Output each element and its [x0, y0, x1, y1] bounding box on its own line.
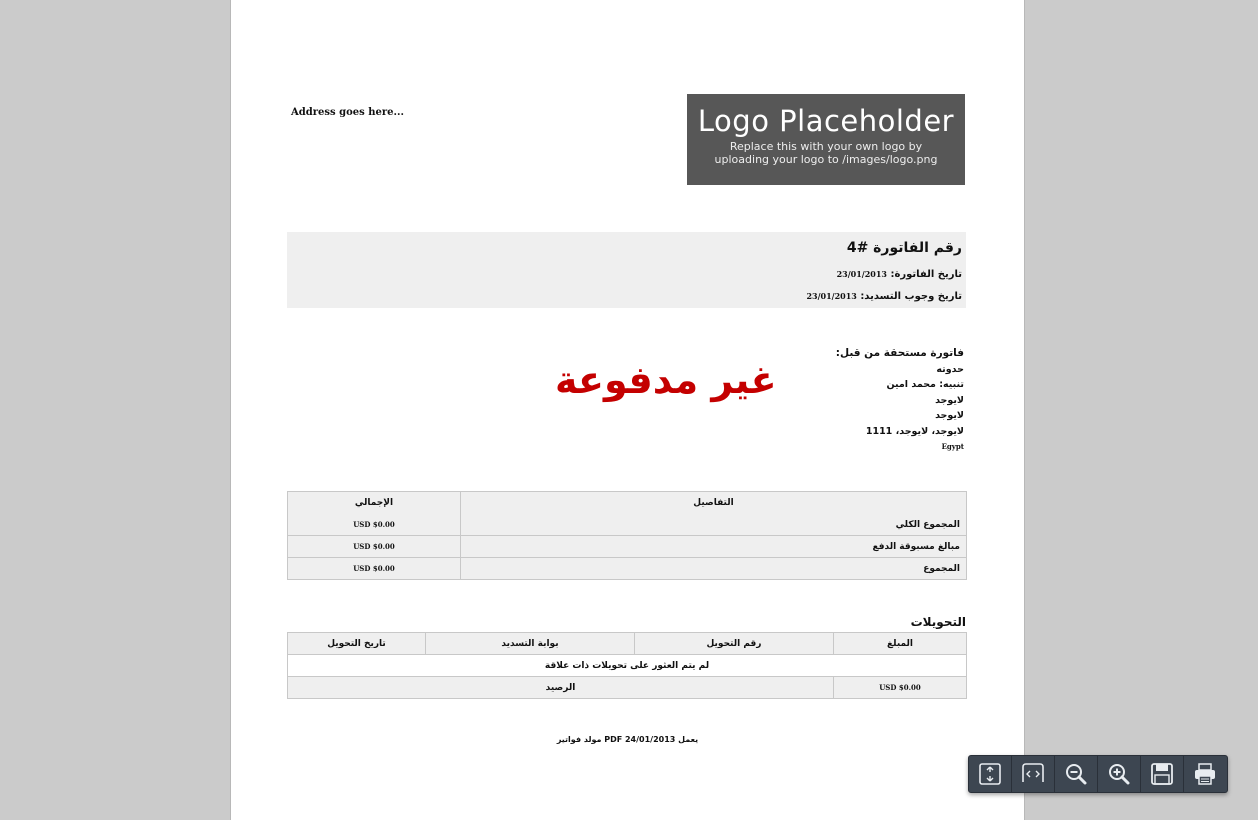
logo-subtitle-2: uploading your logo to /images/logo.png [714, 153, 938, 166]
invoice-number: رقم الفاتورة #4 [846, 240, 962, 256]
row-amount: $0.00 USD [288, 558, 461, 580]
table-row [288, 655, 967, 677]
save-icon [1149, 761, 1175, 787]
date-header: تاريخ التحويل [288, 633, 426, 655]
items-table [287, 491, 967, 580]
invoice-page [230, 0, 1025, 820]
gateway-header: بوابة التسديد [426, 633, 635, 655]
billed-to-line: لايوجد [935, 410, 964, 421]
invoice-header-box [287, 232, 966, 308]
zoom-out-icon [1063, 761, 1089, 787]
total-header: الإجمالي [288, 492, 461, 515]
items-header-row [288, 492, 967, 515]
fit-page-button[interactable] [969, 756, 1012, 792]
table-row [288, 558, 967, 580]
row-label: المجموع الكلي [461, 514, 967, 536]
billed-to-country: Egypt [941, 442, 964, 451]
billed-to-line: تنبيه: محمد امين [886, 379, 964, 390]
billed-to-heading: فاتورة مستحقة من قبل: [835, 347, 964, 359]
fit-width-icon [1020, 761, 1046, 787]
billed-to-line: حدوته [936, 363, 964, 375]
pdf-viewer-toolbar [968, 755, 1228, 793]
footer-text: مولد فواتير PDF يعمل 24/01/2013 [556, 735, 699, 744]
txid-header: رقم التحويل [635, 633, 834, 655]
fit-width-button[interactable] [1012, 756, 1055, 792]
invoice-date [837, 269, 962, 280]
fit-page-icon [977, 761, 1003, 787]
empty-message: لم يتم العثور على تحويلات ذات علاقة [288, 655, 967, 677]
billed-to-line: لايوجد [935, 394, 964, 406]
print-icon [1192, 761, 1218, 787]
payment-status: غير مدفوعة [555, 358, 777, 402]
row-label: المجموع [461, 558, 967, 580]
save-button[interactable] [1141, 756, 1184, 792]
print-button[interactable] [1184, 756, 1226, 792]
amount-header: المبلغ [834, 633, 967, 655]
invoice-date-label: تاريخ الفاتورة: [890, 269, 962, 280]
row-amount: $0.00 USD [288, 536, 461, 558]
zoom-out-button[interactable] [1055, 756, 1098, 792]
table-row [288, 514, 967, 536]
table-row [288, 677, 967, 699]
invoice-due-value: 23/01/2013 [806, 291, 857, 301]
zoom-in-icon [1106, 761, 1132, 787]
invoice-date-value: 23/01/2013 [836, 269, 887, 279]
zoom-in-button[interactable] [1098, 756, 1141, 792]
balance-label: الرصيد [288, 677, 834, 699]
row-amount: $0.00 USD [288, 514, 461, 536]
billed-to-line: لايوجد، لايوجد، 1111 [865, 425, 964, 437]
billed-to [836, 346, 964, 455]
logo-subtitle-1: Replace this with your own logo by [729, 140, 923, 153]
balance-value: $0.00 USD [834, 677, 967, 699]
table-row [288, 536, 967, 558]
transactions-title: التحويلات [910, 615, 966, 629]
logo-placeholder [687, 94, 965, 185]
transactions-header-row [288, 633, 967, 655]
invoice-due-date [806, 291, 962, 302]
transactions-table [287, 632, 967, 699]
company-address: Address goes here... [291, 107, 404, 118]
logo-title: Logo Placeholder [697, 104, 955, 138]
invoice-due-label: تاريخ وجوب التسديد: [860, 291, 962, 302]
row-label: مبالغ مسبوقة الدفع [461, 536, 967, 558]
details-header: التفاصيل [461, 492, 967, 515]
